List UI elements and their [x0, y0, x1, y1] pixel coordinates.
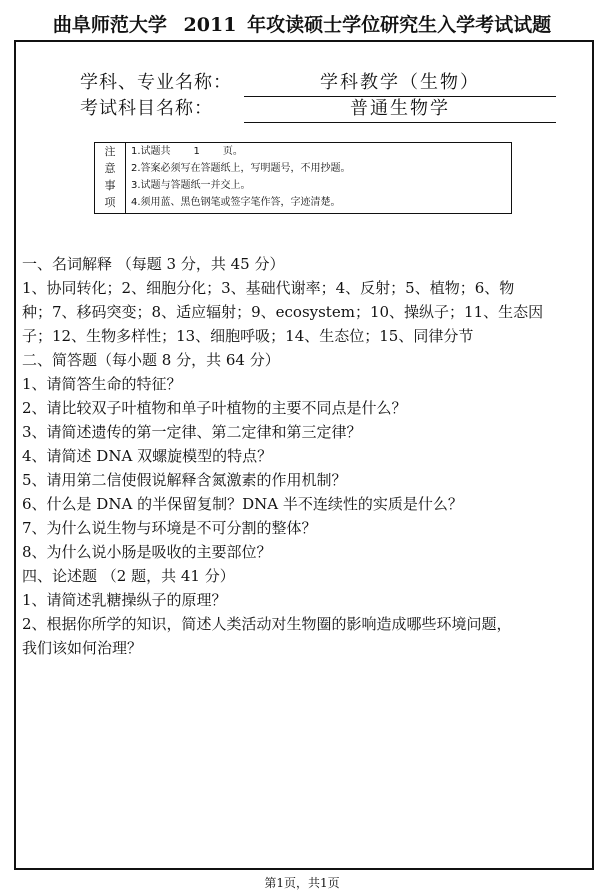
frame-bottom-border: [14, 868, 594, 870]
question-line: 1、协同转化；2、细胞分化；3、基础代谢率；4、反射；5、植物；6、物: [22, 279, 515, 297]
notes-heading-char: 事: [104, 179, 116, 192]
school-name: 曲阜师范大学: [52, 14, 167, 36]
exam-year: 2011: [183, 14, 237, 36]
note-item-4: 4.须用蓝、黑色钢笔或签字笔作答，字迹清楚。: [131, 197, 341, 208]
section-heading: 一、名词解释 （每题 3 分，共 45 分）: [22, 255, 285, 273]
note-item-1-pages: 1: [174, 143, 220, 160]
section-heading: 四、论述题 （2 题，共 41 分）: [22, 567, 235, 585]
question-line: 1、请简答生命的特征？: [22, 375, 182, 393]
exam-header: [0, 10, 604, 40]
notes-box: [94, 142, 512, 214]
question-line: 2、请比较双子叶植物和单子叶植物的主要不同点是什么？: [22, 399, 407, 417]
frame-right-border: [592, 40, 594, 870]
question-line: 1、请简述乳糖操纵子的原理？: [22, 591, 227, 609]
section-heading: 二、简答题（每小题 8 分，共 64 分）: [22, 351, 280, 369]
note-item-1: [131, 143, 509, 160]
exam-title: 年攻读硕士学位研究生入学考试试题: [247, 14, 552, 36]
notes-heading-char: 意: [104, 162, 116, 175]
question-line: 5、请用第二信使假说解释含氮激素的作用机制？: [22, 471, 347, 489]
question-line: 子；12、生物多样性；13、细胞呼吸；14、生态位；15、同律分节: [22, 327, 474, 345]
note-item-3: 3.试题与答题纸一并交上。: [131, 180, 251, 191]
major-value: 学科教学（生物）: [244, 70, 556, 97]
question-line: 6、什么是 DNA 的半保留复制？DNA 半不连续性的实质是什么？: [22, 495, 463, 513]
frame-top-border: [14, 40, 594, 42]
note-item-1-prefix: 1.试题共: [131, 146, 171, 157]
notes-heading-char: 项: [104, 196, 116, 209]
question-line: 我们该如何治理？: [22, 639, 143, 657]
notes-heading-char: 注: [104, 145, 116, 158]
subject-value: 普通生物学: [244, 96, 556, 123]
frame-left-border: [14, 40, 16, 870]
question-line: 3、请简述遗传的第一定律、第二定律和第三定律？: [22, 423, 362, 441]
question-line: 2、根据你所学的知识，简述人类活动对生物圈的影响造成哪些环境问题，: [22, 615, 512, 633]
question-line: 4、请简述 DNA 双螺旋模型的特点？: [22, 447, 273, 465]
question-line: 8、为什么说小肠是吸收的主要部位？: [22, 543, 272, 561]
major-label: 学科、专业名称：: [80, 72, 232, 93]
note-item-1-suffix: 页。: [222, 146, 243, 157]
question-line: 种；7、移码突变；8、适应辐射；9、ecosystem；10、操纵子；11、生态因: [22, 303, 544, 321]
notes-heading-column: [95, 143, 126, 213]
note-item-2: 2.答案必须写在答题纸上，写明题号，不用抄题。: [131, 163, 351, 174]
question-line: 7、为什么说生物与环境是不可分割的整体？: [22, 519, 317, 537]
subject-label: 考试科目名称：: [80, 98, 213, 119]
page-footer: 第1页，共1页: [264, 876, 340, 890]
